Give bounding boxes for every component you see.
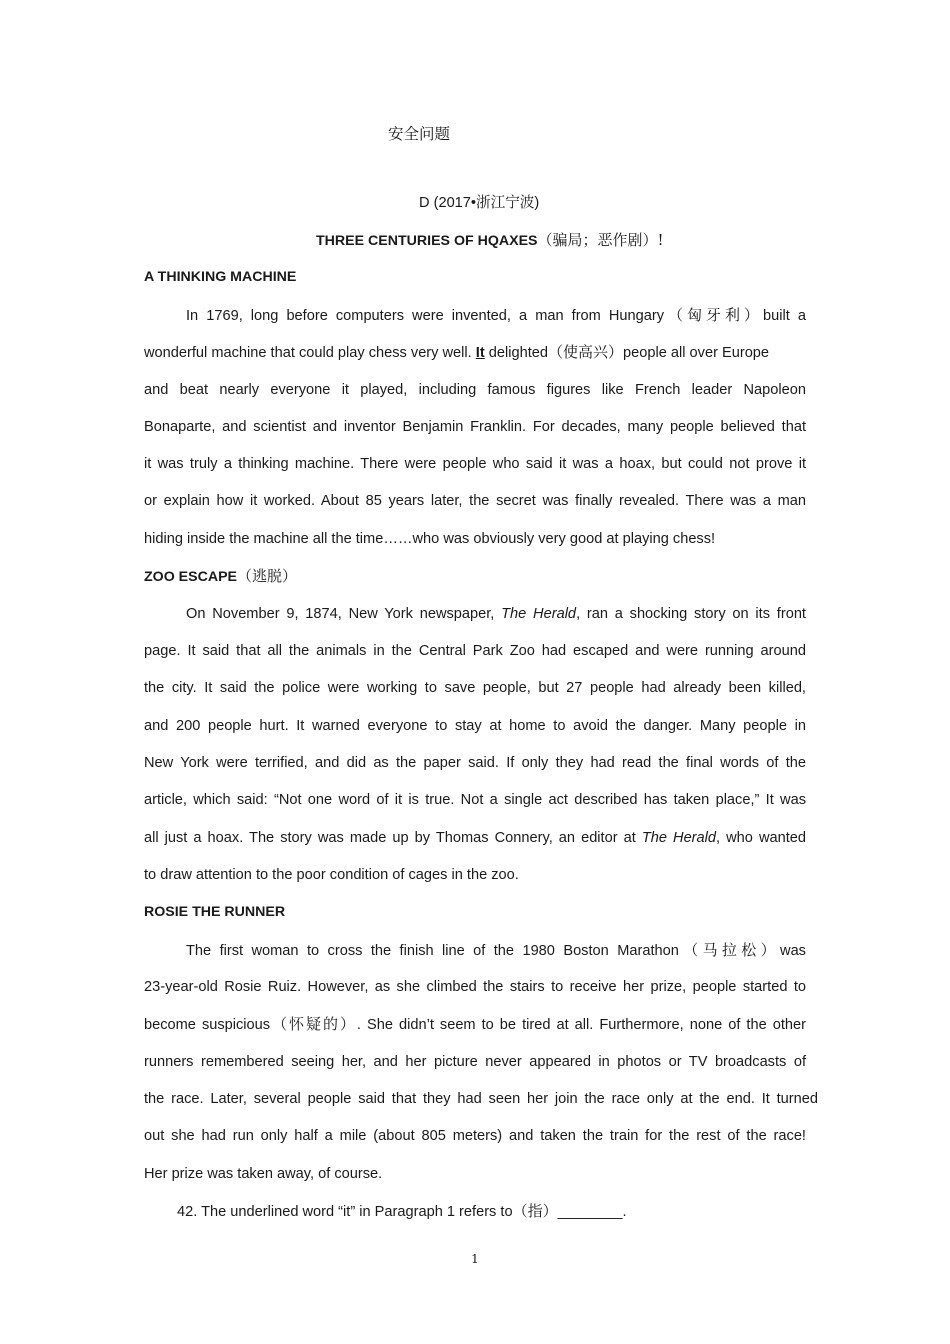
heading-en: ZOO ESCAPE — [144, 569, 238, 585]
newspaper-name: The Herald — [641, 830, 717, 846]
text-span-cn: （使高兴） — [547, 343, 623, 361]
section-heading-rosie-runner: ROSIE THE RUNNER — [144, 904, 286, 920]
paragraph-line: Bonaparte, and scientist and inventor Benjamin Franklin. For decades, many people believed that — [144, 419, 806, 435]
paragraph-line: 23-year-old Rosie Ruiz. However, as she climbed the stairs to receive her prize, people started to — [144, 979, 806, 995]
section-heading-zoo-escape — [144, 565, 806, 588]
article-title-en: THREE CENTURIES OF HQAXES — [316, 233, 538, 249]
text-span-cn: （马拉松） — [678, 941, 781, 959]
article-title — [316, 229, 664, 252]
text-span: was — [780, 943, 806, 959]
text-span: delighted — [484, 345, 548, 361]
paragraph-line: article, which said: “Not one word of it is true. Not a single act described has taken place,” It was — [144, 792, 806, 808]
paragraph-line: hiding inside the machine all the time……who was obviously very good at playing chess! — [144, 531, 716, 547]
paragraph-line: to draw attention to the poor condition of cages in the zoo. — [144, 867, 519, 883]
question-text: 42. The underlined word “it” in Paragraph 1 refers to — [177, 1204, 513, 1220]
paragraph-line: it was truly a thinking machine. There were people who said it was a hoax, but could not prove it — [144, 456, 806, 472]
paragraph-line — [144, 827, 806, 849]
question-42 — [177, 1200, 839, 1223]
newspaper-name: The Herald — [501, 606, 577, 622]
text-span: On November 9, 1874, New York newspaper, — [186, 606, 502, 622]
paragraph-line — [186, 939, 806, 962]
paragraph-line: and beat nearly everyone it played, including famous figures like French leader Napoleon — [144, 382, 806, 398]
page-number: 1 — [471, 1252, 479, 1266]
paragraph-line: and 200 people hurt. It warned everyone to stay at home to avoid the danger. Many people in — [144, 718, 806, 734]
text-span: become suspicious — [144, 1017, 271, 1033]
underlined-word: It — [475, 345, 485, 361]
paragraph-line — [144, 1013, 806, 1036]
paragraph-line: or explain how it worked. About 85 years later, the secret was finally revealed. There was a man — [144, 493, 806, 509]
text-span: , ran a shocking story on its front — [576, 606, 806, 622]
heading-cn: （逃脱） — [237, 567, 298, 585]
text-span: built a — [763, 308, 806, 324]
paragraph-line — [144, 341, 806, 364]
text-span: all just a hoax. The story was made up by Thomas Connery, an editor at — [144, 830, 642, 846]
text-span-cn: （怀疑的） — [270, 1015, 357, 1033]
text-span-cn: （匈牙利） — [664, 306, 764, 324]
paragraph-line: New York were terrified, and did as the paper said. If only they had read the final words of the — [144, 755, 806, 771]
paragraph-line: out she had run only half a mile (about 805 meters) and taken the train for the rest of the race! — [144, 1128, 806, 1144]
paragraph-line: Her prize was taken away, of course. — [144, 1166, 383, 1182]
text-span: . She didn’t seem to be tired at all. Furthermore, none of the other — [356, 1017, 806, 1033]
paragraph-line: the city. It said the police were working to save people, but 27 people had already been killed, — [144, 680, 806, 696]
text-span: people all over Europe — [623, 345, 770, 361]
answer-blank: ________. — [557, 1204, 627, 1220]
text-span: The first woman to cross the finish line of the 1980 Boston Marathon — [186, 943, 679, 959]
paragraph-line — [186, 304, 806, 327]
paragraph-line: page. It said that all the animals in the Central Park Zoo had escaped and were running around — [144, 643, 806, 659]
text-span: wonderful machine that could play chess very well. — [144, 345, 476, 361]
section-heading-thinking-machine: A THINKING MACHINE — [144, 269, 297, 285]
question-text-cn: （指） — [512, 1202, 558, 1220]
page-header-title: 安全问题 — [388, 125, 451, 143]
source-line: D (2017•浙江宁波) — [419, 195, 540, 211]
paragraph-line: runners remembered seeing her, and her picture never appeared in photos or TV broadcasts of — [144, 1054, 806, 1070]
paragraph-line: the race. Later, several people said that they had seen her join the race only at the end. It turned — [144, 1091, 818, 1107]
paragraph-line — [186, 603, 806, 625]
text-span: In 1769, long before computers were invented, a man from Hungary — [186, 308, 665, 324]
article-title-cn: （骗局；恶作剧）! — [537, 231, 664, 249]
text-span: , who wanted — [716, 830, 806, 846]
